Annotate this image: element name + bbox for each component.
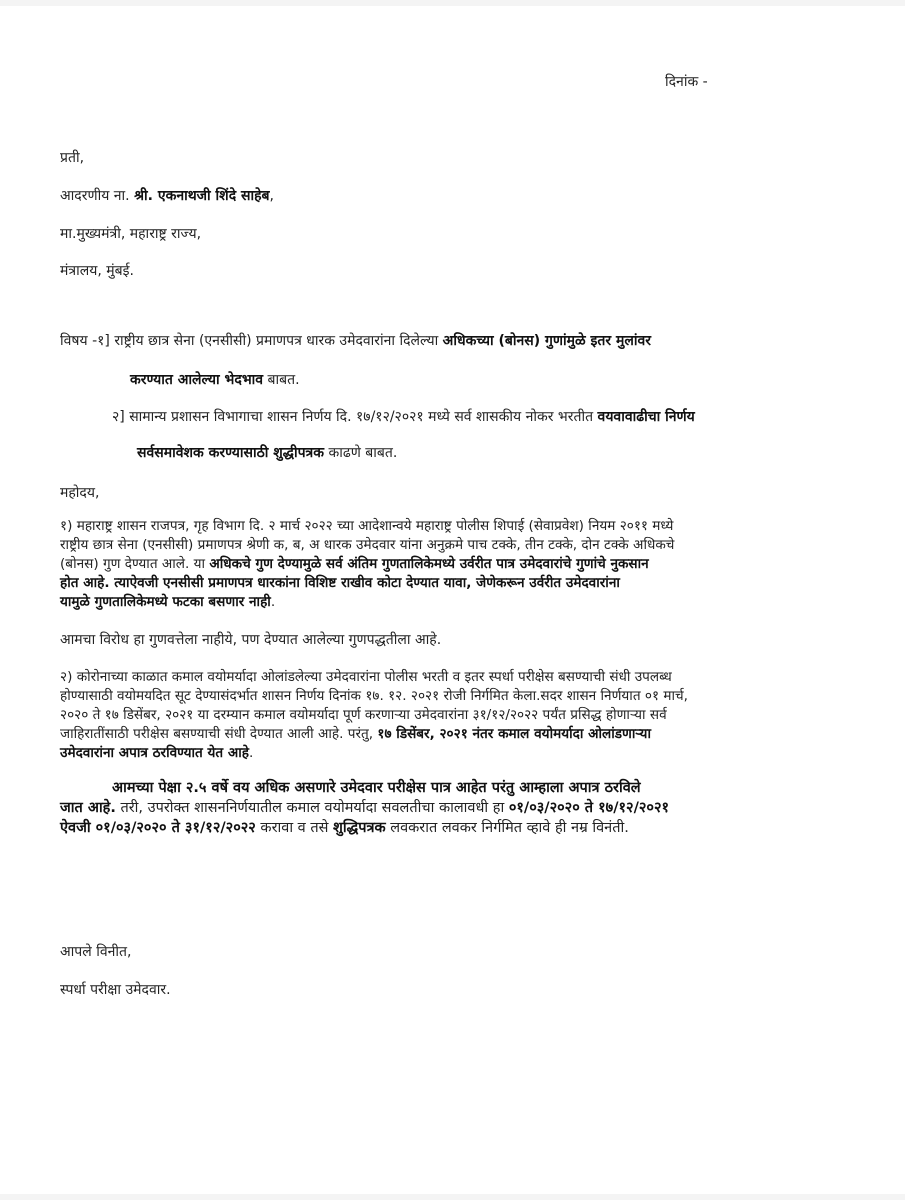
- para1-line-3-emphasis: अधिकचे गुण देण्यामुळे सर्व अंतिम गुणतालिकेमध्ये उर्वरीत पात्र उमेदवारांचे गुणांचे नुकसान: [209, 556, 649, 572]
- para3-line-3-text-a: करावा व तसे: [255, 820, 334, 836]
- paragraph-1: [60, 517, 850, 612]
- para2-line-4-text: जाहिरातींसाठी परीक्षेस बसण्याची संधी देण्यात आली आहे. परंतु,: [60, 726, 378, 742]
- subject-line-2: [130, 370, 300, 389]
- para3-line-3-text-b: लवकरात लवकर निर्गमित व्हावे ही नम्र विनंती.: [385, 820, 629, 836]
- subject-line-3: [112, 407, 695, 426]
- para2-line-4: [60, 725, 850, 744]
- date-label: दिनांक -: [665, 74, 708, 90]
- para3-line-1: आमच्या पेक्षा २.५ वर्षे वय अधिक असणारे उमेदवार परीक्षेस पात्र आहेत परंतु आम्हाला अपात्र ठरविले: [112, 780, 641, 796]
- paragraph-3: [60, 778, 860, 838]
- subject-3-text: २] सामान्य प्रशासन विभागाचा शासन निर्णय दि. १७/१२/२०२१ मध्ये सर्व शासकीय नोकर भरतीत: [112, 409, 598, 425]
- subject-line-1: [60, 331, 651, 350]
- para1-line-3: [60, 555, 850, 574]
- objection-statement: आमचा विरोध हा गुणवत्तेला नाहीये, पण देण्यात आलेल्या गुणपद्धतीला आहे.: [60, 632, 442, 648]
- para1-line-2: राष्ट्रीय छात्र सेना (एनसीसी) प्रमाणपत्र श्रेणी क, ब, अ धारक उमेदवार यांना अनुक्रमे पाच टक्के, तीन टक्के, दोन टक्के अधिकचे: [60, 537, 675, 553]
- para2-line-5-emphasis: उमेदवारांना अपात्र ठरविण्यात येत आहे: [60, 745, 249, 761]
- para1-line-3-text: (बोनस) गुण देण्यात आले. या: [60, 556, 210, 572]
- subject-1-text: विषय -१] राष्ट्रीय छात्र सेना (एनसीसी) प्रमाणपत्र धारक उमेदवारांना दिलेल्या: [60, 333, 443, 349]
- para3-line-3: [60, 818, 860, 838]
- addressee-name-suffix: ,: [269, 188, 274, 204]
- para1-line-5-text: .: [270, 594, 276, 610]
- para2-line-4-emphasis: १७ डिसेंबर, २०२१ नंतर कमाल वयोमर्यादा ओलांडणाऱ्या: [377, 726, 651, 742]
- para3-line-2-text: तरी, उपरोक्त शासननिर्णयातील कमाल वयोमर्यादा सवलतीचा कालावधी हा: [115, 800, 509, 816]
- addressee-designation: मा.मुख्यमंत्री, महाराष्ट्र राज्य,: [60, 226, 202, 242]
- para3-line-2-dates: ०१/०३/२०२० ते १७/१२/२०२१: [508, 800, 670, 816]
- para1-line-5-emphasis: यामुळे गुणतालिकेमध्ये फटका बसणार नाही: [60, 594, 271, 610]
- paragraph-2: [60, 668, 850, 763]
- signature: स्पर्धा परीक्षा उमेदवार.: [60, 982, 171, 998]
- greeting: महोदय,: [60, 485, 100, 501]
- para2-line-3: २०२० ते १७ डिसेंबर, २०२१ या दरम्यान कमाल वयोमर्यादा पूर्ण करणाऱ्या उमेदवारांना ३१/१२/२०२२ पर्यंत प्रसिद्ध होणाऱ्या सर्व: [60, 707, 667, 723]
- para2-line-5: [60, 744, 850, 763]
- subject-4-emphasis: सर्वसमावेशक करण्यासाठी शुद्धीपत्रक: [137, 445, 325, 461]
- para3-line-3-emphasis: शुद्धिपत्रक: [333, 820, 386, 836]
- addressee-office: मंत्रालय, मुंबई.: [60, 263, 134, 279]
- para2-line-2: होण्यासाठी वयोमयदित सूट देण्यासंदर्भात शासन निर्णय दिनांक १७. १२. २०२१ रोजी निर्गमित केला.सदर शासन निर्णयात ०१ मार्च,: [60, 688, 688, 704]
- subject-2-emphasis: करण्यात आलेल्या भेदभाव: [130, 372, 264, 388]
- para2-line-5-text: .: [248, 745, 254, 761]
- para2-line-1: २) कोरोनाच्या काळात कमाल वयोमर्यादा ओलांडलेल्या उमेदवारांना पोलीस भरती व इतर स्पर्धा परीक्षेस बसण्याची संधी उपलब्ध: [60, 669, 672, 685]
- para1-line-1: १) महाराष्ट्र शासन राजपत्र, गृह विभाग दि. २ मार्च २०२२ च्या आदेशान्वये महाराष्ट्र पोलीस शिपाई (सेवाप्रवेश) नियम २०११ मध्ये: [60, 518, 674, 534]
- addressee-line: [60, 186, 274, 205]
- para3-line-3-dates: ऐवजी ०१/०३/२०२० ते ३१/१२/२०२२: [60, 820, 256, 836]
- para1-line-4: होत आहे. त्याऐवजी एनसीसी प्रमाणपत्र धारकांना विशिष्ट राखीव कोटा देण्यात यावा, जेणेकरून उर्वरीत उमेदवारांना: [60, 575, 620, 591]
- subject-line-4: [137, 443, 397, 462]
- page-top-edge: [0, 0, 905, 6]
- subject-3-emphasis: वयवावाढीचा निर्णय: [597, 409, 695, 425]
- subject-1-emphasis: अधिकच्या (बोनस) गुणांमुळे इतर मुलांवर: [442, 333, 651, 349]
- page-bottom-edge: [0, 1194, 905, 1200]
- salutation: प्रती,: [60, 150, 85, 166]
- addressee-name: श्री. एकनाथजी शिंदे साहेब: [134, 188, 270, 204]
- subject-4-text: काढणे बाबत.: [324, 445, 398, 461]
- para3-line-2-emphasis: जात आहे.: [60, 800, 116, 816]
- subject-2-text: बाबत.: [263, 372, 300, 388]
- addressee-prefix: आदरणीय ना.: [60, 188, 135, 204]
- closing: आपले विनीत,: [60, 944, 132, 960]
- para1-line-5: [60, 593, 850, 612]
- para3-line-2: [60, 798, 860, 818]
